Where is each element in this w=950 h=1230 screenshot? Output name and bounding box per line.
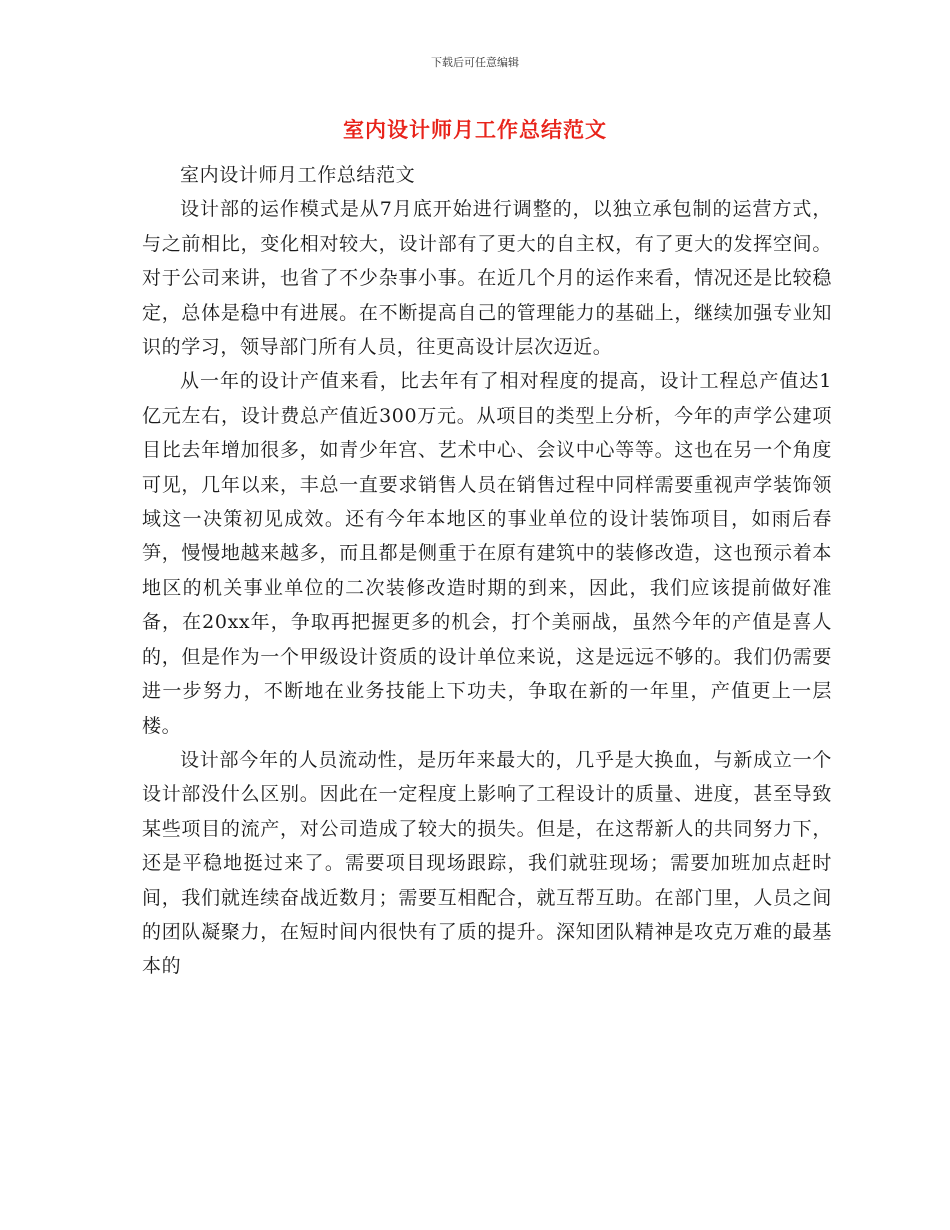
header-note: 下载后可任意编辑: [431, 56, 519, 69]
document-title: 室内设计师月工作总结范文: [343, 118, 607, 142]
paragraph-subtitle: 室内设计师月工作总结范文: [180, 164, 416, 186]
document-body: [142, 158, 832, 984]
paragraph: 设计部的运作模式是从7月底开始进行调整的，以独立承包制的运营方式，与之前相比，变化相对较大，设计部有了更大的自主权，有了更大的发挥空间。对于公司来讲，也省了不少杂事小事。在近几个月的运作来看，情况还是比较稳定，总体是稳中有进展。在不断提高自己的管理能力的基础上，继续加强专业知识的学习，领导部门所有人员，往更高设计层次迈近。: [142, 198, 832, 359]
paragraph: 从一年的设计产值来看，比去年有了相对程度的提高，设计工程总产值达1亿元左右，设计费总产值近300万元。从项目的类型上分析，今年的声学公建项目比去年增加很多，如青少年宫、艺术中心、会议中心等等。这也在另一个角度可见，几年以来，丰总一直要求销售人员在销售过程中同样需要重视声学装饰领域这一决策初见成效。还有今年本地区的事业单位的设计装饰项目，如雨后春笋，慢慢地越来越多，而且都是侧重于在原有建筑中的装修改造，这也预示着本地区的机关事业单位的二次装修改造时期的到来，因此，我们应该提前做好准备，在20xx年，争取再把握更多的机会，打个美丽战，虽然今年的产值是喜人的，但是作为一个甲级设计资质的设计单位来说，这是远远不够的。我们仍需要进一步努力，不断地在业务技能上下功夫，争取在新的一年里，产值更上一层楼。: [142, 370, 832, 737]
paragraph: 设计部今年的人员流动性，是历年来最大的，几乎是大换血，与新成立一个设计部没什么区别。因此在一定程度上影响了工程设计的质量、进度，甚至导致某些项目的流产，对公司造成了较大的损失。但是，在这帮新人的共同努力下，还是平稳地挺过来了。需要项目现场跟踪，我们就驻现场；需要加班加点赶时间，我们就连续奋战近数月；需要互相配合，就互帮互助。在部门里，人员之间的团队凝聚力，在短时间内很快有了质的提升。深知团队精神是攻克万难的最基本的: [142, 748, 832, 978]
